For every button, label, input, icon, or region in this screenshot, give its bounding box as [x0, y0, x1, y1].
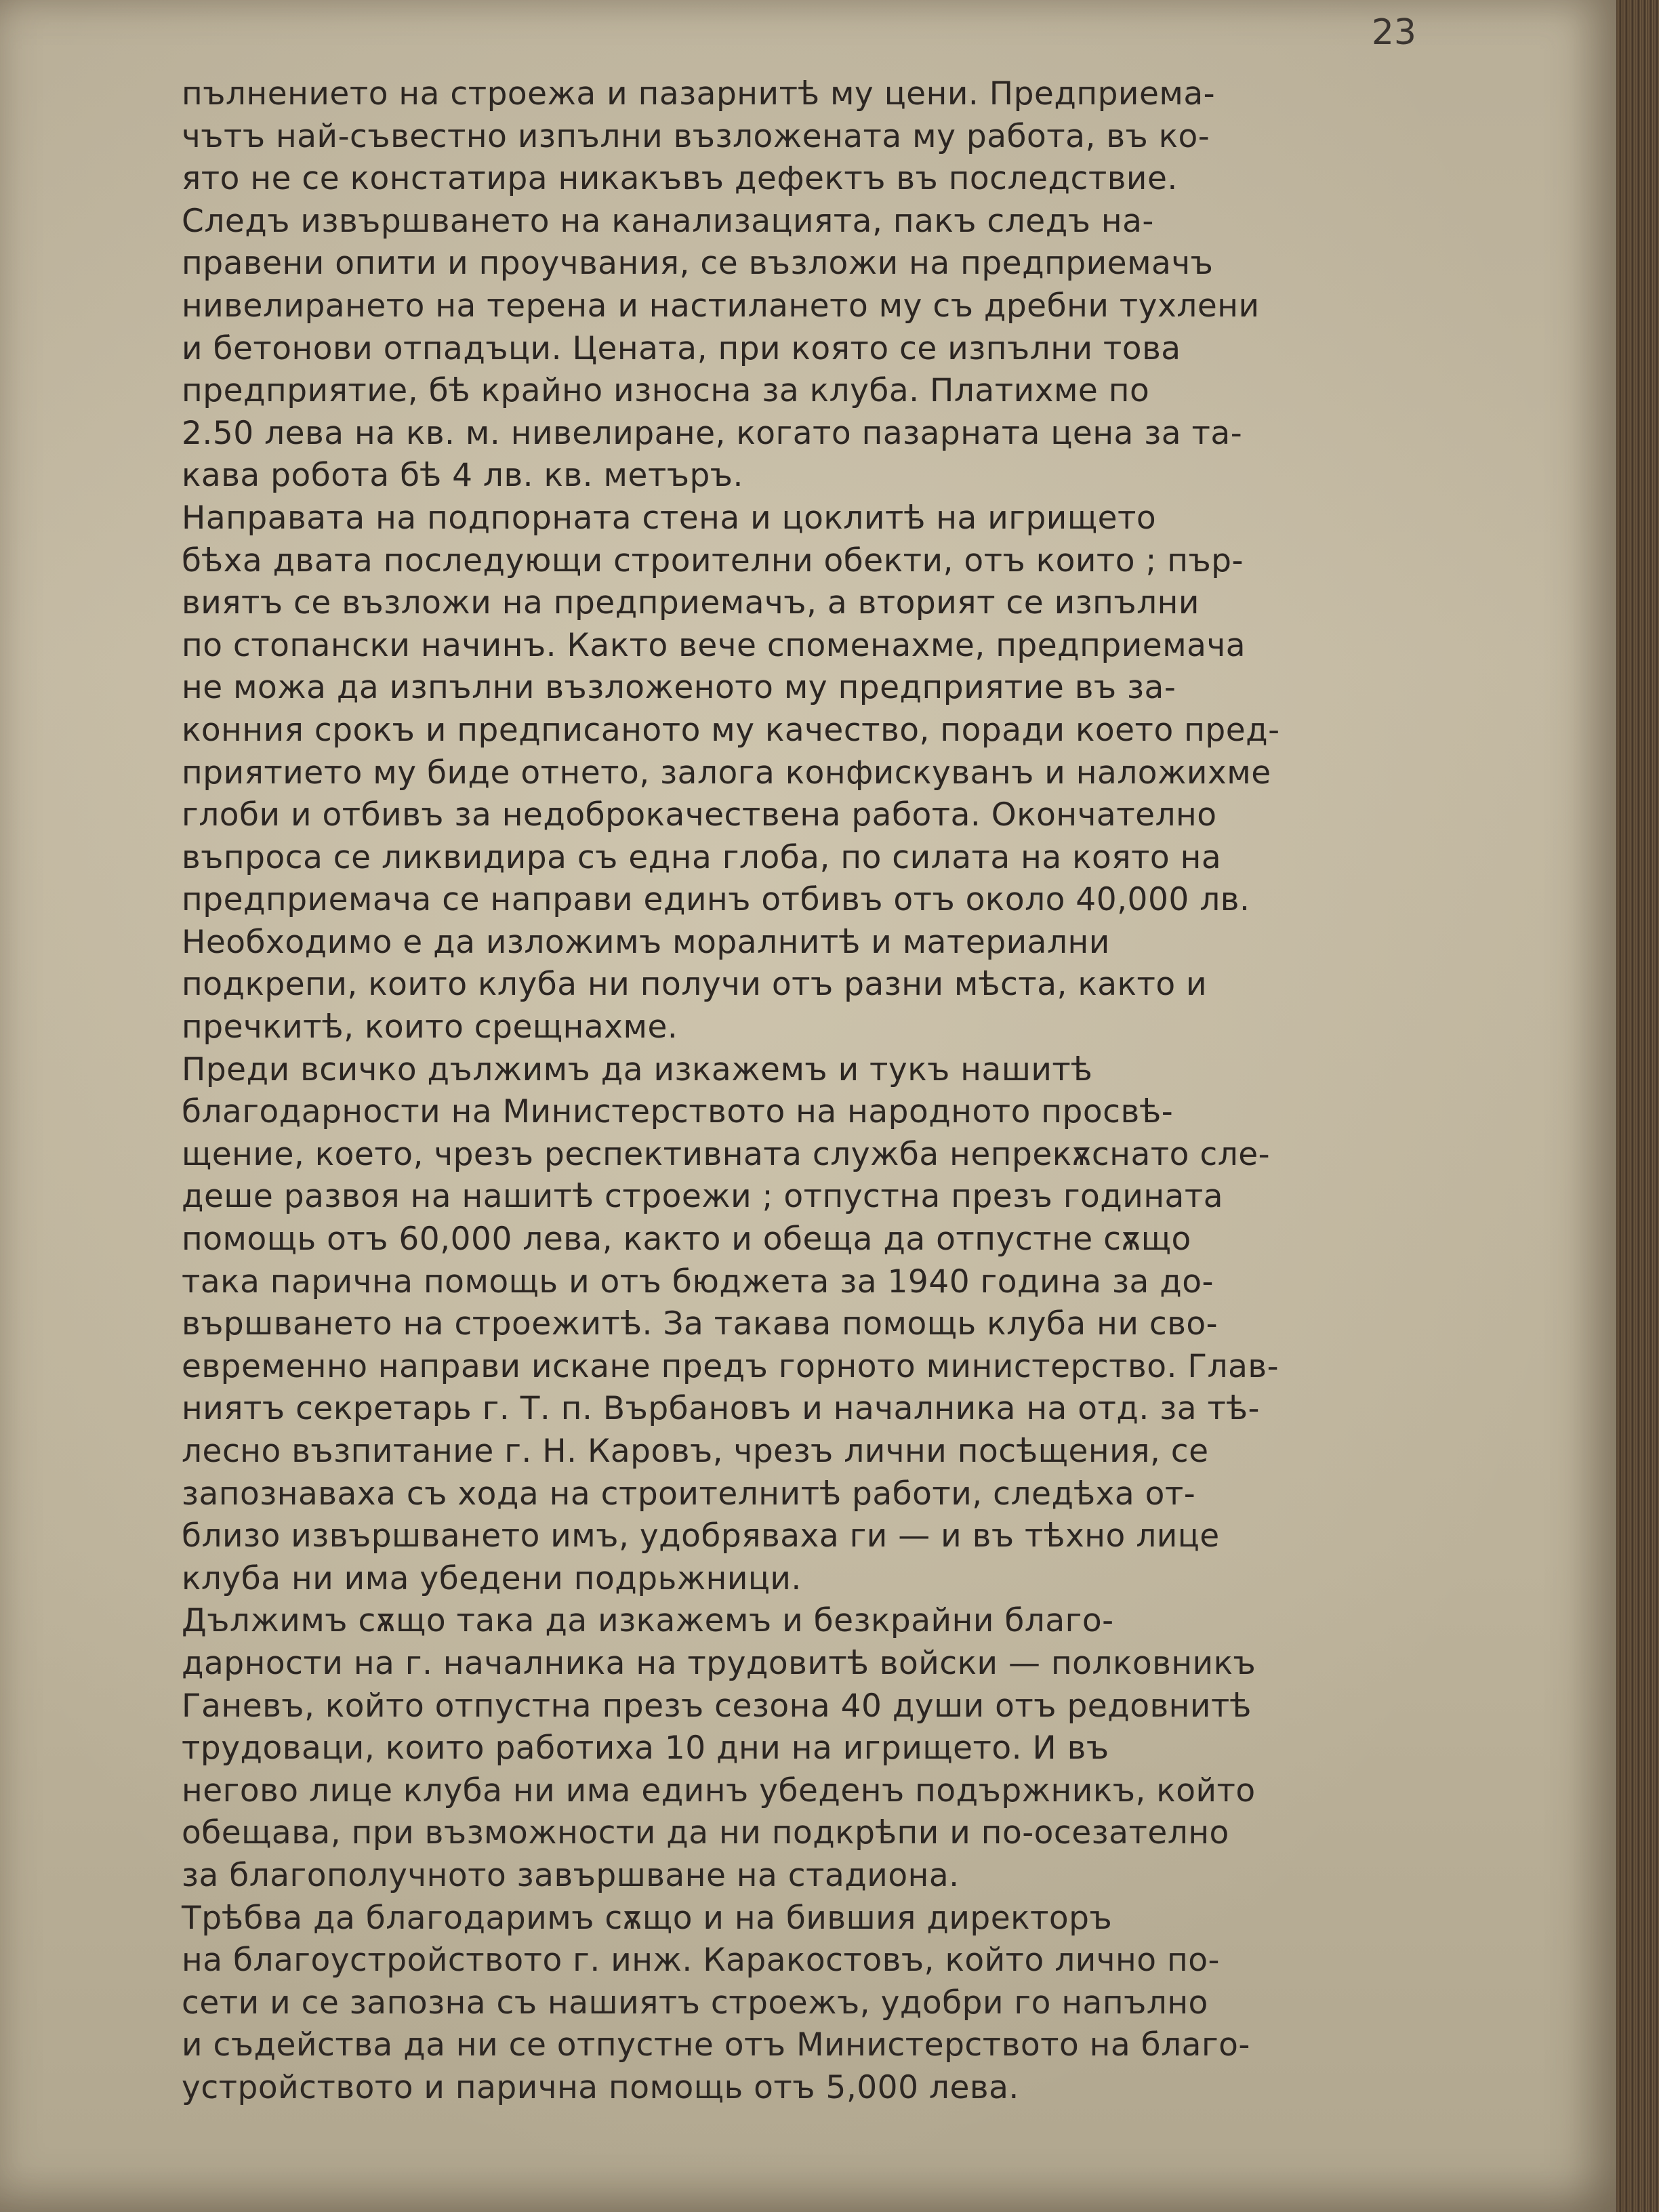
paragraph-6: Дължимъ сѫщо така да изкажемъ и безкрайни благо- дарности на г. началника на трудовитѣ войски — полковникъ Ганевъ, който отпустна презъ сезона 40 души отъ редовнитѣ трудоваци, които работиха 10 дни на игрището. И въ негово лице клуба ни има единъ убеденъ подържникъ, който обещава, при възможности да ни подкрѣпи и по-осезателно за благополучното завършване на стадиона. — [182, 1602, 1256, 1894]
book-edge — [1616, 0, 1659, 2212]
paragraph-3: Направата на подпорната стена и цоклитѣ на игрището бѣха двата последующи строителни обекти, отъ които ; пър- виятъ се възложи на предприемачъ, а вторият се изпълни по стопански начинъ. Както вече споменахме, предприемача не можа да изпълни възложеното му предприятие въ за- конния срокъ и предписаното му качество, поради което пред- приятието му биде отнето, залога конфискуванъ и наложихме глоби и отбивъ за недоброкачествена работа. Окончателно въпроса се ликвидира съ една глоба, по силата на която на предприемача се направи единъ отбивъ отъ около 40,000 лв. — [182, 499, 1280, 919]
paragraph-4: Необходимо е да изложимъ моралнитѣ и материални подкрепи, които клуба ни получи отъ разни мѣста, както и пречкитѣ, които срещнахме. — [182, 923, 1208, 1046]
body-text — [182, 73, 1412, 2110]
paragraph-5: Преди всичко дължимъ да изкажемъ и тукъ нашитѣ благодарности на Министерството на народното просвѣ- щение, което, чрезъ респективната служба непрекѫснато сле- деше развоя на нашитѣ строежи ; отпустна презъ годината помощь отъ 60,000 лева, както и обеща да отпустне сѫщо така парична помощь и отъ бюджета за 1940 година за до- вършването на строежитѣ. За такава помощь клуба ни сво- евременно направи искане предъ горното министерство. Глав- ниятъ секретарь г. Т. п. Върбановъ и началника на отд. за тѣ- лесно възпитание г. Н. Каровъ, чрезъ лични посѣщения, се запознаваха съ хода на строителнитѣ работи, следѣха от- близо извършването имъ, удобряваха ги — и въ тѣхно лице клуба ни има убедени подрьжници. — [182, 1050, 1279, 1597]
paragraph-1: пълнението на строежа и пазарнитѣ му цени. Предприема- чътъ най-съвестно изпълни възложената му работа, въ ко- ято не се констатира никакъвъ дефектъ въ последствие. — [182, 75, 1216, 198]
page-number: 23 — [1371, 12, 1416, 53]
paragraph-7: Трѣбва да благодаримъ сѫщо и на бившия директоръ на благоустройството г. инж. Каракостовъ, който лично по- сети и се запозна съ нашиятъ строежъ, удобри го напълно и съдейства да ни се отпустне отъ Министерството на благо- устройството и парична помощь отъ 5,000 лева. — [182, 1899, 1250, 2106]
paragraph-2: Следъ извършването на канализацията, пакъ следъ на- правени опити и проучвания, се възложи на предприемачъ нивелирането на терена и настилането му съ дребни тухлени и бетонови отпадъци. Цената, при която се изпълни това предприятие, бѣ крайно износна за клуба. Платихме по 2.50 лева на кв. м. нивелиране, когато пазарната цена за та- кава робота бѣ 4 лв. кв. метъръ. — [182, 202, 1260, 495]
